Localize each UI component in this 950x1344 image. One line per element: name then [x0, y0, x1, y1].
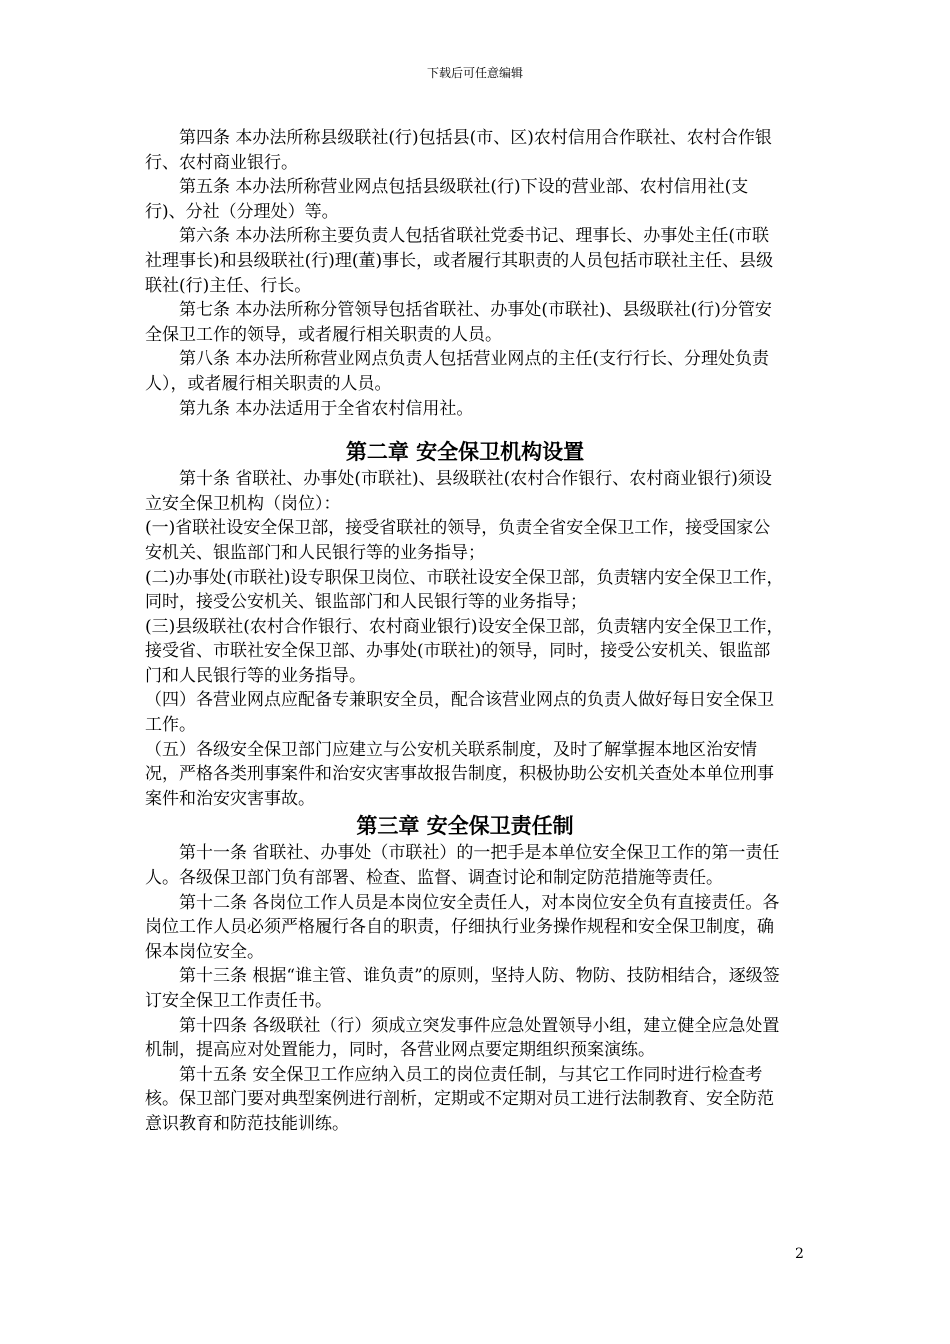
article-10-item-2: (二)办事处(市联社)设专职保卫岗位、市联社设安全保卫部，负责辖内安全保卫工作，同时，接受公安机关、银监部门和人民银行等的业务指导；: [145, 567, 784, 613]
chapter-3-title: 第三章 安全保卫责任制: [356, 814, 574, 839]
article-5: 第五条 本办法所称营业网点包括县级联社(行)下设的营业部、农村信用社(支行)、分社（分理处）等。: [145, 177, 749, 222]
article-9: 第九条 本办法适用于全省农村信用社。: [179, 398, 474, 419]
page-number: 2: [795, 1246, 804, 1262]
article-10: 第十条 省联社、办事处(市联社)、县级联社(农村合作银行、农村商业银行)须设立安全保卫机构（岗位）：: [145, 469, 772, 514]
article-4: 第四条 本办法所称县级联社(行)包括县(市、区)农村信用合作联社、农村合作银行、农村商业银行。: [145, 128, 772, 173]
article-7: 第七条 本办法所称分管领导包括省联社、办事处(市联社)、县级联社(行)分管安全保卫工作的领导，或者履行相关职责的人员。: [145, 300, 772, 345]
article-10-item-5: （五）各级安全保卫部门应建立与公安机关联系制度，及时了解掌握本地区治安情况，严格各类刑事案件和治安灾害事故报告制度，积极协助公安机关查处本单位刑事案件和治安灾害事故。: [145, 739, 774, 809]
article-15: 第十五条 安全保卫工作应纳入员工的岗位责任制，与其它工作同时进行检查考核。保卫部门要对典型案例进行剖析，定期或不定期对员工进行法制教育、安全防范意识教育和防范技能训练。: [145, 1064, 774, 1134]
article-13: 第十三条 根据“谁主管、谁负责”的原则，坚持人防、物防、技防相结合，逐级签订安全保卫工作责任书。: [145, 966, 780, 1011]
page-header: 下载后可任意编辑: [426, 66, 523, 80]
article-14: 第十四条 各级联社（行）须成立突发事件应急处置领导小组，建立健全应急处置机制，提高应对处置能力，同时，各营业网点要定期组织预案演练。: [145, 1015, 780, 1061]
chapter-2-title: 第二章 安全保卫机构设置: [345, 440, 585, 465]
document-body: [145, 126, 785, 1137]
article-8: 第八条 本办法所称营业网点负责人包括营业网点的主任(支行行长、分理处负责人），或者履行相关职责的人员。: [145, 349, 770, 394]
article-10-item-3: (三)县级联社(农村合作银行、农村商业银行)设安全保卫部，负责辖内安全保卫工作，接受省、市联社安全保卫部、办事处(市联社)的领导，同时，接受公安机关、银监部门和人民银行等的业务指导。: [145, 616, 784, 686]
article-10-item-4: （四）各营业网点应配备专兼职安全员，配合该营业网点的负责人做好每日安全保卫工作。: [145, 690, 774, 736]
article-12: 第十二条 各岗位工作人员是本岗位安全责任人，对本岗位安全负有直接责任。各岗位工作人员必须严格履行各自的职责，仔细执行业务操作规程和安全保卫制度，确保本岗位安全。: [145, 892, 780, 962]
article-6: 第六条 本办法所称主要负责人包括省联社党委书记、理事长、办事处主任(市联社理事长)和县级联社(行)理(董)事长，或者履行其职责的人员包括市联社主任、县级联社(行)主任、行长。: [145, 226, 774, 296]
article-10-item-1: (一)省联社设安全保卫部，接受省联社的领导，负责全省安全保卫工作，接受国家公安机关、银监部门和人民银行等的业务指导；: [145, 518, 771, 563]
article-11: 第十一条 省联社、办事处（市联社）的一把手是本单位安全保卫工作的第一责任人。各级保卫部门负有部署、检查、监督、调查讨论和制定防范措施等责任。: [145, 843, 780, 889]
